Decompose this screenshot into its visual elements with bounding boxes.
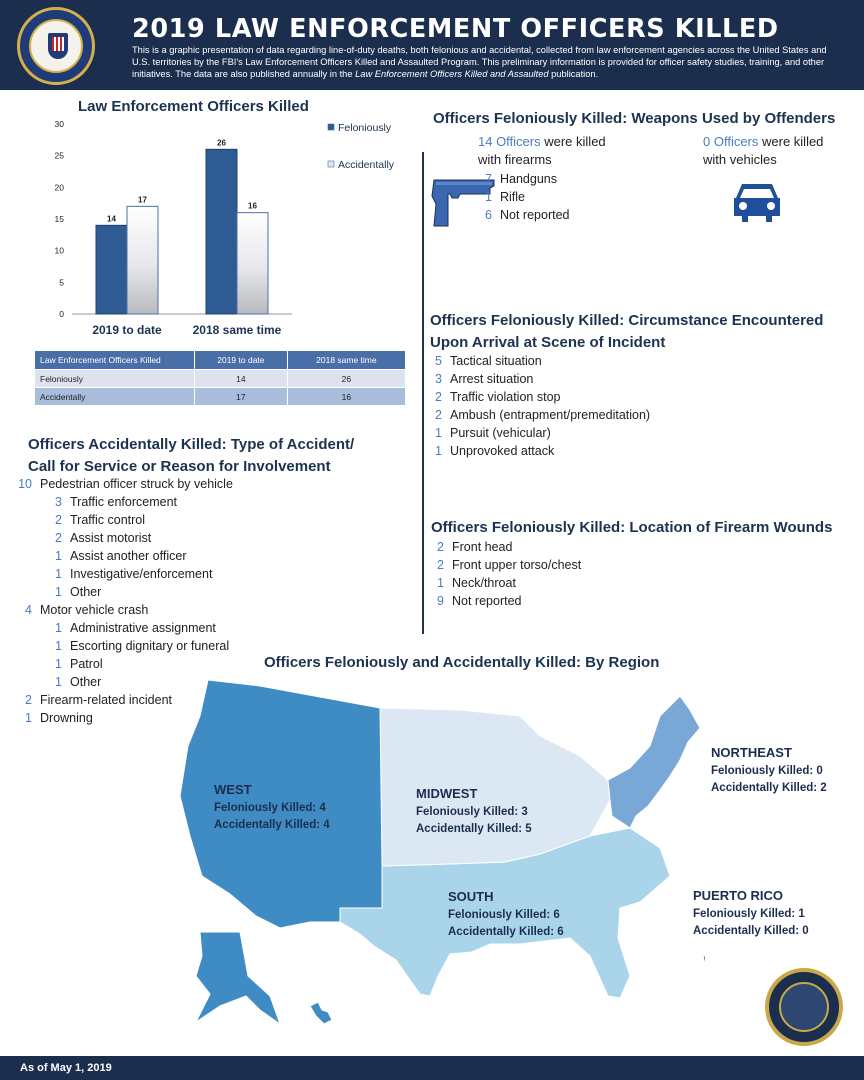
accidents-title: Officers Accidentally Killed: Type of Accident/ Call for Service or Reason for Involvement — [28, 436, 355, 475]
officers-killed-table — [34, 350, 406, 406]
circumstance-list — [428, 352, 650, 460]
item-label: Neck/throat — [452, 576, 516, 590]
count-value: 1 — [435, 426, 442, 440]
footer-date: As of May 1, 2019 — [0, 1056, 864, 1080]
table-cell: Feloniously — [35, 370, 195, 388]
list-item — [478, 206, 569, 224]
item-label: Firearm-related incident — [40, 693, 172, 707]
list-item — [430, 556, 581, 574]
south-label: SOUTH Feloniously Killed: 6 Accidentally Killed: 6 — [448, 889, 564, 938]
felonious-bar — [206, 149, 237, 314]
circumstance-title: Officers Feloniously Killed: Circumstance Encountered Upon Arrival at Scene of Incident — [430, 312, 824, 351]
count-value: 7 — [485, 172, 492, 186]
count-value: 2 — [25, 693, 32, 707]
list-item — [478, 170, 569, 188]
item-label: Traffic violation stop — [450, 390, 561, 404]
y-tick-label: 5 — [59, 277, 64, 288]
item-label: Motor vehicle crash — [40, 603, 149, 617]
west-label: WEST Feloniously Killed: 4 Accidentally Killed: 4 — [214, 782, 330, 831]
table-cell: 26 — [287, 370, 405, 388]
northeast-region — [608, 696, 700, 828]
count-value: 1 — [55, 549, 62, 563]
list-item — [18, 475, 233, 493]
table-row — [35, 388, 406, 406]
category-label: 2019 to date — [92, 323, 162, 337]
item-label: Not reported — [452, 594, 522, 608]
legend-label: Accidentally — [338, 159, 395, 171]
page-description: This is a graphic presentation of data regarding line-of-duty deaths, both felonious and accidental, collected from law enforcement agencies across the United States and U.S. territories by the FBI's Law Enforcement Officers Killed and Assaulted Program. This preliminary information is provided for officer safety studies, training, and other initiatives. The data are also published annually in the Law Enforcement Officers Killed and Assaulted publication. — [132, 45, 827, 79]
table-header: 2018 same time — [287, 351, 405, 370]
hawaii-shape — [310, 1002, 332, 1024]
legend-swatch — [328, 161, 334, 167]
list-item — [18, 655, 233, 673]
item-label: Front upper torso/chest — [452, 558, 582, 572]
count-value: 2 — [435, 390, 442, 404]
list-item — [18, 565, 233, 583]
count-value: 1 — [55, 585, 62, 599]
table-row — [35, 370, 406, 388]
list-item — [430, 538, 581, 556]
item-label: Traffic control — [70, 513, 146, 527]
list-item — [18, 511, 233, 529]
item-label: Not reported — [500, 208, 570, 222]
count-value: 2 — [435, 408, 442, 422]
list-item — [428, 442, 650, 460]
item-label: Drowning — [40, 711, 93, 725]
item-label: Pedestrian officer struck by vehicle — [40, 477, 233, 491]
list-item — [428, 406, 650, 424]
item-label: Traffic enforcement — [70, 495, 177, 509]
count-value: 1 — [485, 190, 492, 204]
item-label: Other — [70, 585, 102, 599]
vehicles-summary: 0 Officers were killed with vehicles — [703, 134, 824, 167]
count-value: 2 — [437, 558, 444, 572]
count-value: 10 — [18, 477, 32, 491]
item-label: Assist another officer — [70, 549, 187, 563]
leoka-badge-icon — [765, 968, 843, 1046]
item-label: Ambush (entrapment/premeditation) — [450, 408, 651, 422]
wounds-list — [430, 538, 581, 610]
y-tick-label: 0 — [59, 309, 64, 319]
count-value: 6 — [485, 208, 492, 222]
felonious-bar — [96, 225, 127, 314]
list-item — [428, 388, 650, 406]
count-value: 1 — [435, 444, 442, 458]
table-cell: 17 — [195, 388, 288, 406]
firearms-summary: 14 Officers were killed with firearms — [478, 134, 606, 167]
weapons-title: Officers Feloniously Killed: Weapons Used by Offenders — [433, 110, 836, 127]
count-value: 2 — [55, 531, 62, 545]
item-label: Pursuit (vehicular) — [450, 426, 551, 440]
wounds-title: Officers Feloniously Killed: Location of Firearm Wounds — [431, 519, 833, 536]
list-item — [428, 370, 650, 388]
count-value: 1 — [55, 567, 62, 581]
legend-swatch — [328, 124, 334, 130]
count-value: 1 — [55, 639, 62, 653]
alaska-shape — [196, 932, 280, 1024]
table-header: 2019 to date — [195, 351, 288, 370]
item-label: Handguns — [500, 172, 557, 186]
chart-title: Law Enforcement Officers Killed — [78, 98, 309, 115]
item-label: Patrol — [70, 657, 103, 671]
y-tick-label: 10 — [54, 245, 64, 256]
item-label: Tactical situation — [450, 354, 542, 368]
category-label: 2018 same time — [192, 323, 282, 337]
puerto-rico-label: PUERTO RICO Feloniously Killed: 1 Accidentally Killed: 0 — [693, 888, 809, 937]
count-value: 1 — [25, 711, 32, 725]
list-item — [18, 547, 233, 565]
section-divider — [422, 152, 424, 634]
us-region-map — [160, 676, 705, 1036]
header-banner — [0, 0, 864, 90]
table-cell: 16 — [287, 388, 405, 406]
count-value: 1 — [437, 576, 444, 590]
list-item — [430, 574, 581, 592]
list-item — [428, 352, 650, 370]
accidental-bar — [127, 206, 158, 314]
legend-label: Feloniously — [338, 122, 392, 134]
table-cell: Accidentally — [35, 388, 195, 406]
list-item — [430, 592, 581, 610]
list-item — [18, 637, 233, 655]
bar-value-label: 14 — [107, 214, 116, 224]
list-item — [18, 493, 233, 511]
table-cell: 14 — [195, 370, 288, 388]
list-item — [18, 601, 233, 619]
item-label: Front head — [452, 540, 513, 554]
count-value: 4 — [25, 603, 32, 617]
item-label: Assist motorist — [70, 531, 152, 545]
officers-killed-bar-chart — [30, 112, 420, 347]
region-title: Officers Feloniously and Accidentally Killed: By Region — [264, 654, 660, 671]
item-label: Rifle — [500, 190, 526, 204]
y-tick-label: 30 — [54, 119, 64, 129]
count-value: 2 — [437, 540, 444, 554]
count-value: 1 — [55, 657, 62, 671]
count-value: 5 — [435, 354, 442, 368]
item-label: Other — [70, 675, 102, 689]
midwest-label: MIDWEST Feloniously Killed: 3 Accidentally Killed: 5 — [416, 786, 532, 835]
bar-value-label: 17 — [138, 195, 147, 205]
count-value: 2 — [55, 513, 62, 527]
y-tick-label: 20 — [54, 182, 64, 193]
puerto-rico-shape — [703, 954, 705, 968]
fbi-seal-icon — [17, 7, 95, 85]
list-item — [18, 583, 233, 601]
weapons-list — [478, 170, 569, 224]
accidental-bar — [237, 213, 268, 314]
item-label: Unprovoked attack — [450, 444, 555, 458]
northeast-label: NORTHEAST Feloniously Killed: 0 Accidentally Killed: 2 — [711, 745, 827, 794]
item-label: Investigative/enforcement — [70, 567, 213, 581]
y-tick-label: 15 — [54, 214, 64, 224]
page-title: 2019 LAW ENFORCEMENT OFFICERS KILLED — [132, 14, 779, 44]
list-item — [18, 529, 233, 547]
list-item — [478, 188, 569, 206]
count-value: 1 — [55, 675, 62, 689]
item-label: Arrest situation — [450, 372, 534, 386]
table-header: Law Enforcement Officers Killed — [35, 351, 195, 370]
bar-value-label: 16 — [248, 201, 257, 211]
count-value: 1 — [55, 621, 62, 635]
car-icon — [732, 180, 782, 222]
item-label: Administrative assignment — [70, 621, 216, 635]
table-header-row — [35, 351, 406, 370]
item-label: Escorting dignitary or funeral — [70, 639, 230, 653]
count-value: 3 — [55, 495, 62, 509]
list-item — [18, 619, 233, 637]
count-value: 3 — [435, 372, 442, 386]
list-item — [428, 424, 650, 442]
count-value: 9 — [437, 594, 444, 608]
bar-value-label: 26 — [217, 138, 226, 148]
y-tick-label: 25 — [54, 150, 64, 161]
